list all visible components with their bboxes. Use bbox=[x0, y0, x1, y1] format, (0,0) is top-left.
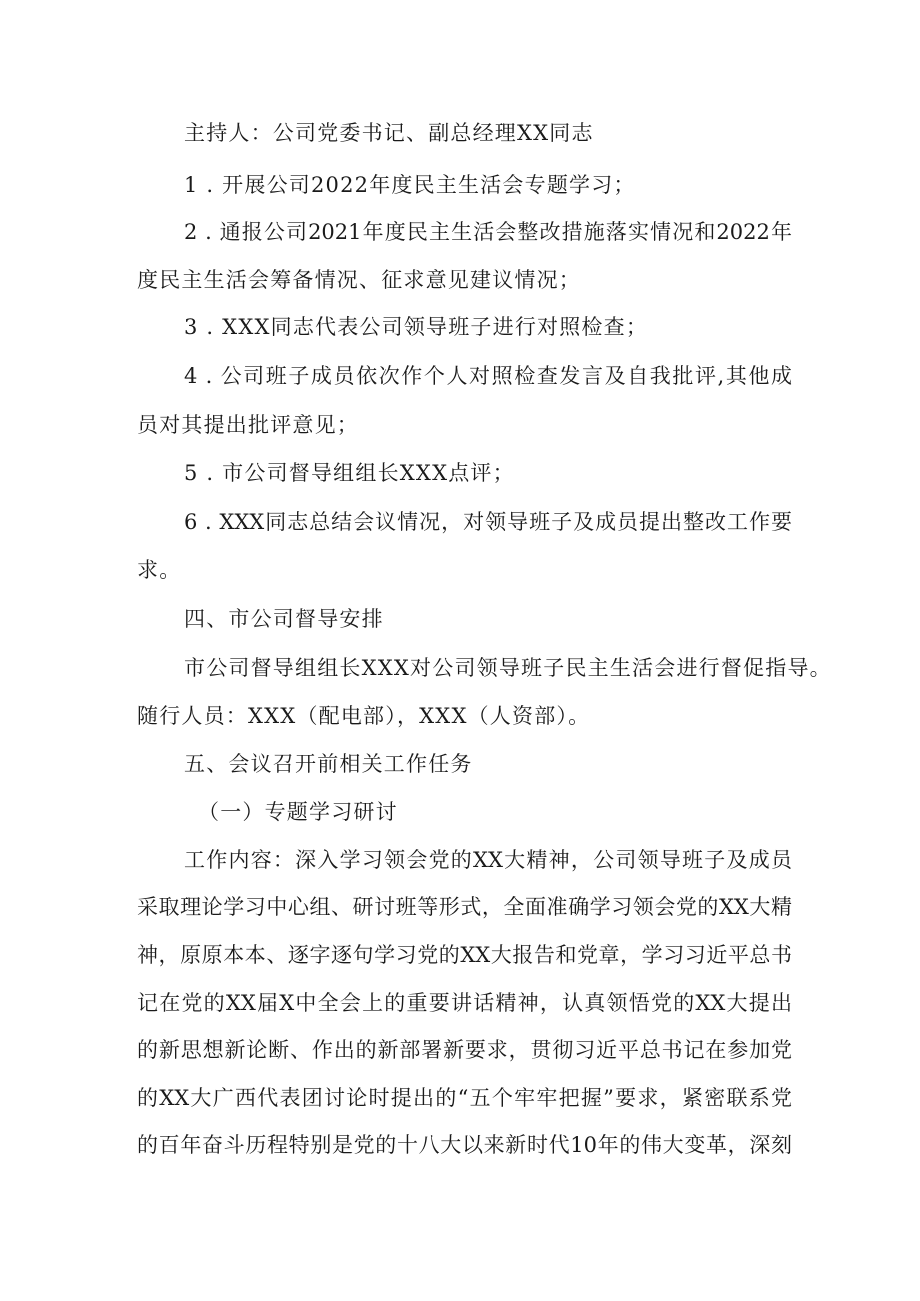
work-content-line: 的百年奋斗历程特别是党的十八大以来新时代10年的伟大变革，深刻 bbox=[137, 1133, 792, 1157]
section-4-heading: 四、市公司督导安排 bbox=[184, 607, 384, 631]
section-4-attendees: 随行人员：XXX（配电部），XXX（人资部）。 bbox=[137, 704, 591, 728]
work-content-line: 的新思想新论断、作出的新部署新要求，贯彻习近平总书记在参加党 bbox=[137, 1038, 792, 1062]
agenda-item-3: 3 . XXX同志代表公司领导班子进行对照检查； bbox=[184, 315, 649, 339]
section-4-paragraph: 市公司督导组组长XXX对公司领导班子民主生活会进行督促指导。 bbox=[184, 656, 832, 680]
host-line: 主持人：公司党委书记、副总经理XX同志 bbox=[184, 121, 594, 145]
agenda-item-5: 5 . 市公司督导组组长XXX点评； bbox=[184, 461, 515, 485]
work-content-line: 神，原原本本、逐字逐句学习党的XX大报告和党章，学习习近平总书 bbox=[137, 943, 792, 967]
agenda-item-2-line-2: 度民主生活会筹备情况、征求意见建议情况； bbox=[137, 268, 581, 292]
work-content-line: 工作内容：深入学习领会党的XX大精神，公司领导班子及成员 bbox=[184, 848, 792, 872]
agenda-item-2-line-1: 2 . 通报公司2021年度民主生活会整改措施落实情况和2022年 bbox=[184, 220, 792, 244]
agenda-item-4-line-2: 员对其提出批评意见； bbox=[137, 413, 359, 437]
agenda-item-6-line-1: 6 . XXX同志总结会议情况，对领导班子及成员提出整改工作要 bbox=[184, 510, 792, 534]
work-content-line: 采取理论学习中心组、研讨班等形式，全面准确学习领会党的XX大精 bbox=[137, 895, 792, 919]
section-5-heading: 五、会议召开前相关工作任务 bbox=[184, 752, 473, 776]
agenda-item-4-line-1: 4 . 公司班子成员依次作个人对照检查发言及自我批评,其他成 bbox=[184, 364, 792, 388]
subsection-1-heading: （一）专题学习研讨 bbox=[198, 800, 398, 824]
work-content-line: 的XX大广西代表团讨论时提出的“五个牢牢把握”要求，紧密联系党 bbox=[137, 1086, 792, 1110]
agenda-item-1: 1 . 开展公司2022年度民主生活会专题学习； bbox=[184, 173, 636, 197]
agenda-item-6-line-2: 求。 bbox=[137, 558, 182, 582]
work-content-line: 记在党的XX届X中全会上的重要讲话精神，认真领悟党的XX大提出 bbox=[137, 991, 792, 1015]
